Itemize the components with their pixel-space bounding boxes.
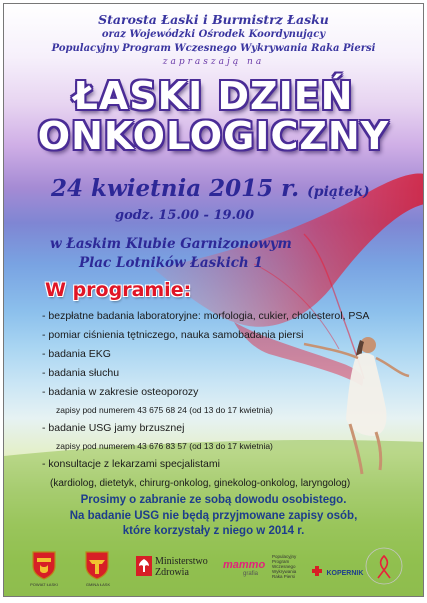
program-item: - badania słuchu xyxy=(42,367,120,379)
program-logo-line: Wczesnego xyxy=(272,564,296,569)
mammo-word: mammo xyxy=(223,559,266,571)
ministry-logo-text xyxy=(155,556,208,578)
notice-usg-line-2: które korzystały z niego w 2014 r. xyxy=(122,525,305,537)
sponsor-logos xyxy=(4,536,423,596)
event-poster xyxy=(3,3,424,597)
title-line-2: ONKOLOGICZNY xyxy=(37,114,390,158)
organizer-line-3: Populacyjny Program Wczesnego Wykrywania Raka Piersi xyxy=(51,43,376,54)
event-hours: godz. 15.00 - 19.00 xyxy=(115,208,255,223)
title-line-1: ŁASKI DZIEŃ xyxy=(73,74,354,118)
program-item: - bezpłatne badania laboratoryjne: morfologia, cukier, cholesterol, PSA xyxy=(42,310,370,322)
event-address: Plac Lotników Łaskich 1 xyxy=(79,255,263,271)
mammo-sub: grafia xyxy=(243,571,259,577)
program-logo-line: Populacyjny xyxy=(272,554,297,559)
program-heading: W programie: xyxy=(45,279,192,301)
program-item: - badania EKG xyxy=(42,348,111,360)
program-item: - pomiar ciśnienia tętniczego, nauka samobadania piersi xyxy=(42,329,304,341)
mammografia-logo xyxy=(223,559,265,577)
notice-usg-line-1: Na badanie USG nie będą przyjmowane zapisy osób, xyxy=(69,510,358,522)
kopernik-logo xyxy=(312,562,363,580)
kopernik-text: KOPERNIK xyxy=(326,570,364,577)
program-logo-line: Program xyxy=(272,559,290,564)
event-weekday: (piątek) xyxy=(307,184,370,200)
gmina-caption: GMINA ŁASK xyxy=(85,582,111,587)
program-item-note: zapisy pod numerem 43 676 83 57 (od 13 do 17 kwietnia) xyxy=(56,441,273,451)
notice-id-document: Prosimy o zabranie ze sobą dowodu osobistego. xyxy=(80,494,347,506)
ministry-line-2: Zdrowia xyxy=(155,567,189,578)
event-venue: w Łaskim Klubie Garnizonowym xyxy=(50,236,292,252)
program-logo-line: Wykrywania xyxy=(272,569,297,574)
screening-program-logo xyxy=(272,554,296,579)
program-item-note: (kardiolog, dietetyk, chirurg-onkolog, ginekolog-onkolog, laryngolog) xyxy=(50,478,351,489)
program-item: - badanie USG jamy brzusznej xyxy=(42,422,185,434)
invite-line: zapraszają na xyxy=(162,57,265,67)
program-logo-line: Raka Piersi xyxy=(272,574,296,579)
pink-ribbon-logo xyxy=(364,546,404,591)
program-item-note: zapisy pod numerem 43 675 68 24 (od 13 do 17 kwietnia) xyxy=(56,405,273,415)
event-date-text: 24 kwietnia 2015 r. xyxy=(51,175,300,202)
organizer-line-2: oraz Wojewódzki Ośrodek Koordynujący xyxy=(101,29,326,40)
program-item: - konsultacje z lekarzami specjalistami xyxy=(42,458,220,470)
powiat-caption: POWIAT ŁASKI xyxy=(30,582,58,587)
event-date xyxy=(51,175,370,202)
powiat-crest-logo xyxy=(31,550,57,585)
eagle-icon xyxy=(136,556,152,581)
ministry-line-1: Ministerstwo xyxy=(155,556,208,567)
gmina-crest-logo xyxy=(84,550,110,585)
program-item: - badania w zakresie osteoporozy xyxy=(42,386,199,398)
organizer-line-1: Starosta Łaski i Burmistrz Łasku xyxy=(98,12,329,27)
